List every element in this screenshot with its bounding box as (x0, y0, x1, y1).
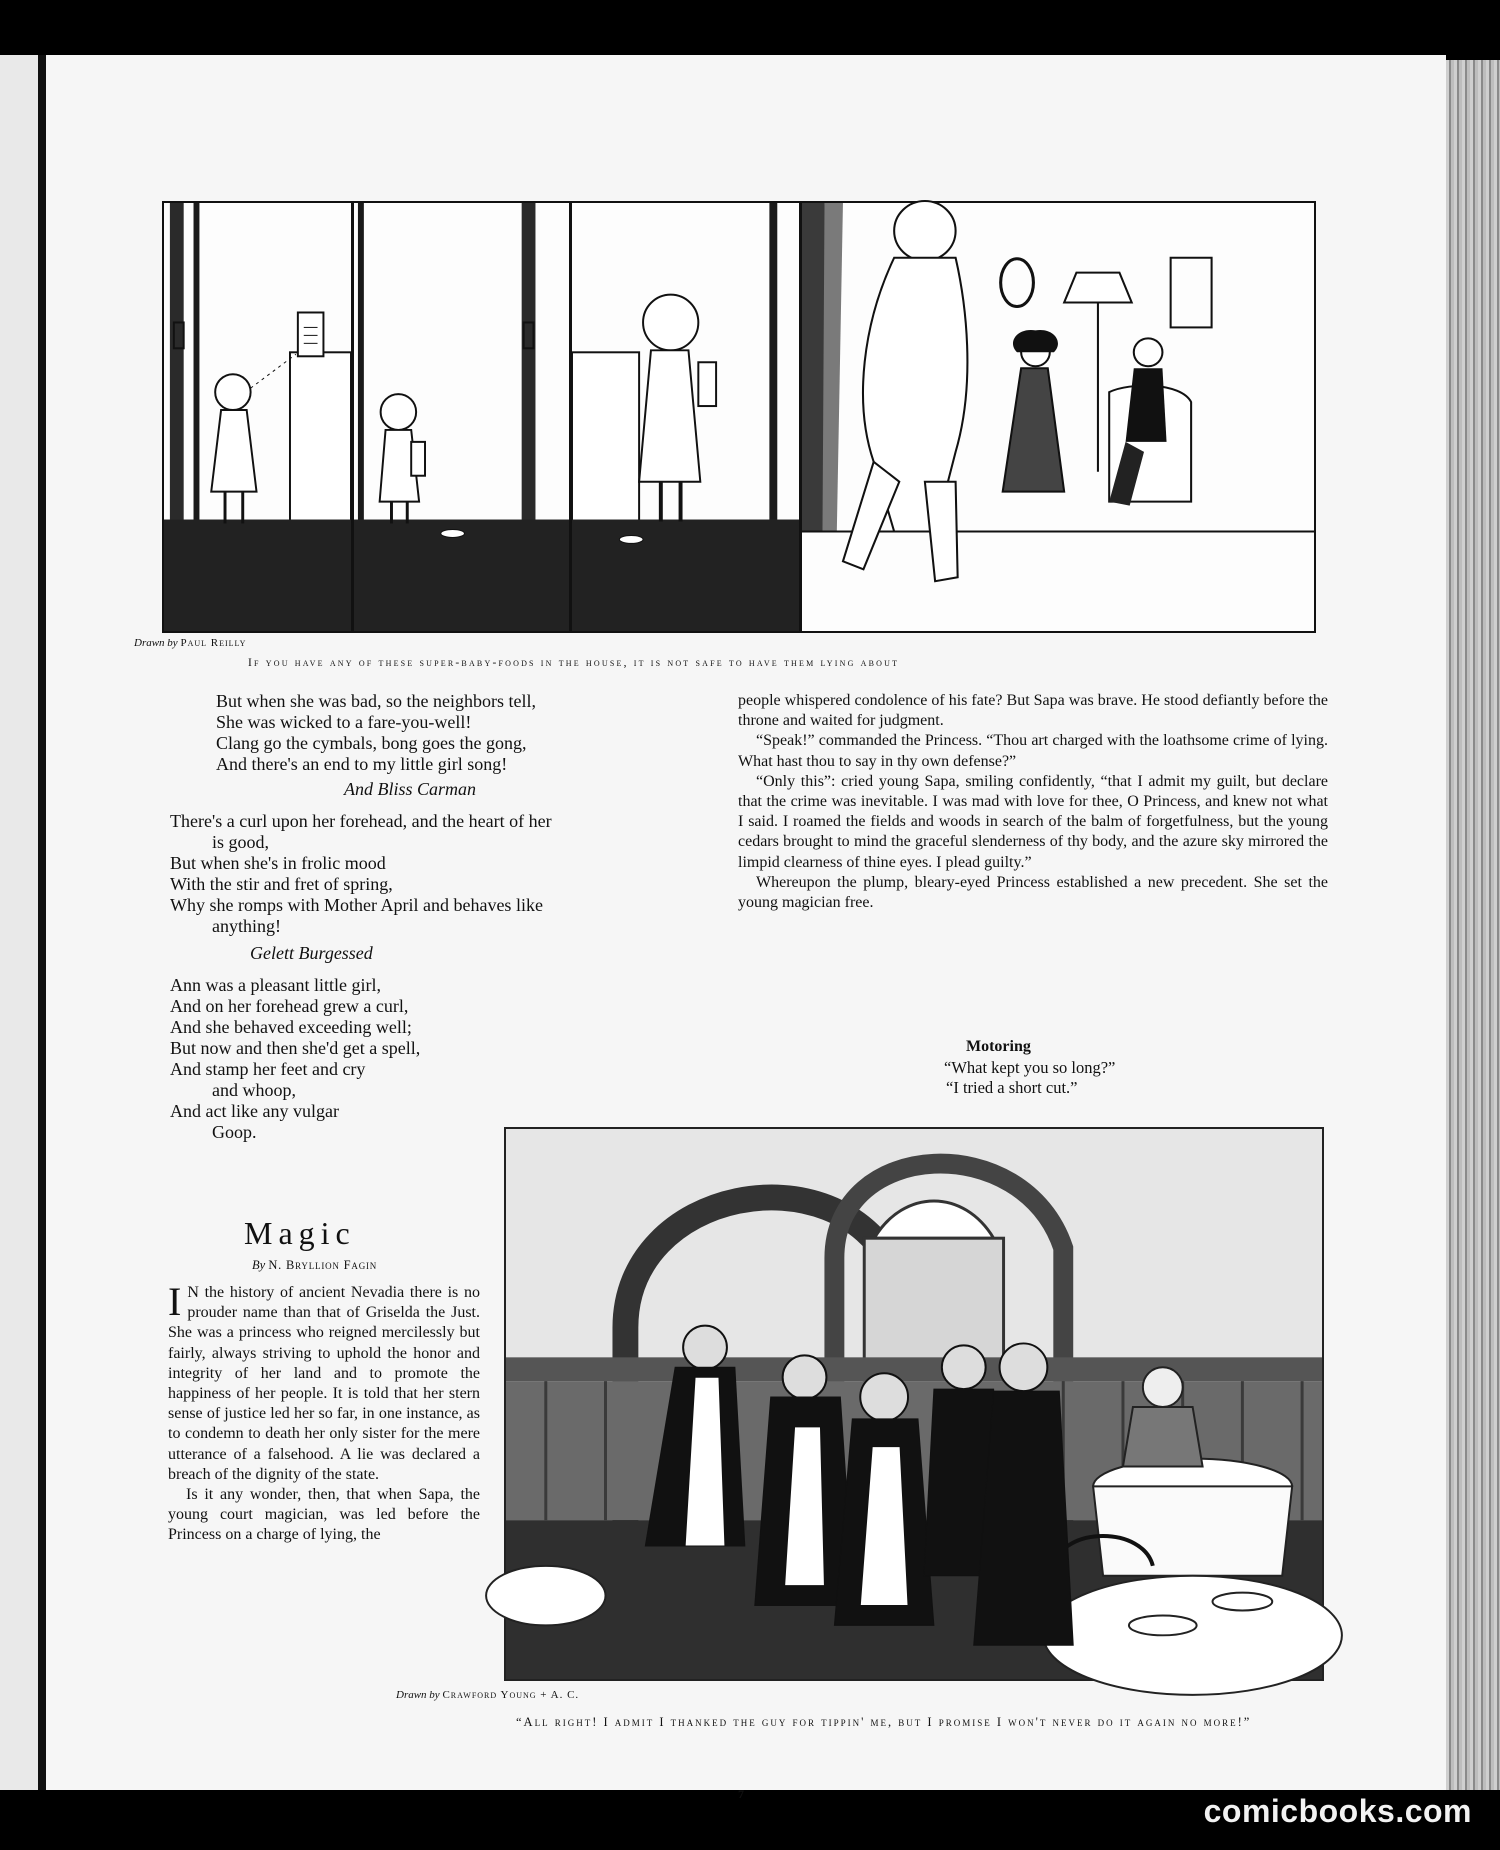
poem-line: Why she romps with Mother April and behaves like (170, 895, 543, 915)
byline-author: N. Bryllion Fagin (268, 1258, 378, 1272)
strip-credit (134, 637, 246, 649)
poem-line: Clang go the cymbals, bong goes the gong, (216, 733, 527, 753)
poem-line: But when she's in frolic mood (170, 853, 386, 873)
comic-panel-2 (354, 203, 572, 631)
prose-paragraph: people whispered condolence of his fate? But Sapa was brave. He stood defiantly before the throne and waited for judgment. (738, 692, 1328, 730)
magic-byline (252, 1258, 377, 1273)
poem-untitled (216, 691, 536, 775)
illustration-credit-name: Crawford Young + A. C. (442, 1689, 580, 1701)
poem-line: Goop. (212, 1122, 257, 1142)
poem-line: Ann was a pleasant little girl, (170, 975, 381, 995)
comic-panel-3 (572, 203, 802, 631)
strip-credit-prefix: Drawn by (134, 637, 178, 649)
prose-paragraph: Whereupon the plump, bleary-eyed Princess established a new precedent. She set the young magician free. (738, 873, 1328, 912)
illustration-credit-prefix: Drawn by (396, 1689, 440, 1701)
poem-line: And she behaved exceeding well; (170, 1017, 412, 1037)
illustration-credit (396, 1689, 579, 1701)
byline-prefix: By (252, 1258, 266, 1272)
baby-looking-at-jar-drawing (164, 203, 351, 631)
strip-caption: If you have any of these super-baby-foods in the house, it is not safe to have them lying about (248, 657, 900, 669)
comic-strip (162, 201, 1316, 633)
prose-paragraph: “Speak!” commanded the Princess. “Thou art charged with the loathsome crime of lying. What hast thou to say in thy own defense?” (738, 732, 1328, 770)
magic-continued-column (738, 691, 1328, 913)
poem-line: She was wicked to a fare-you-well! (216, 712, 472, 732)
magic-first-paragraph-text: N the history of ancient Nevadia there is no prouder name than that of Griselda the Just. She was a princess who reigned mercilessly but fairly, always striving to uphold the honor and integrity of her land and to promote the happiness of her people. It is told that her stern sense of justice led her so far, in one instance, as to condemn to death her only sister for the mere utterance of a falsehood. A lie was declared a breach of the dignity of the state. (168, 1284, 480, 1483)
binding-gutter (38, 55, 46, 1790)
motoring-line-2: “I tried a short cut.” (946, 1078, 1078, 1097)
larger-baby-drawing (572, 203, 799, 631)
poem-line: But when she was bad, so the neighbors tell, (216, 691, 536, 711)
illustration-caption: “All right! I admit I thanked the guy for tippin' me, but I promise I won't never do it again no more!” (516, 1715, 1252, 1729)
poem-line: And there's an end to my little girl song! (216, 754, 508, 774)
comic-panel-1 (164, 203, 354, 631)
poem-line: But now and then she'd get a spell, (170, 1038, 421, 1058)
drop-cap: I (168, 1279, 182, 1324)
watermark-logo: comicbooks.com (1203, 1793, 1472, 1829)
prose-paragraph: “Only this”: cried young Sapa, smiling confidently, “that I admit my guilt, but declare that the crime was inevitable. I was mad with love for thee, O Princess, and knew not what I said. I roamed the fields and woods in search of the balm of forgetfulness, but the young cedars brought to mind the graceful slenderness of thy body, and the azure sky mirrored the limpid clearness of thine eyes. I plead guilty.” (738, 772, 1328, 871)
magic-first-paragraph (168, 1279, 480, 1485)
magic-second-paragraph: Is it any wonder, then, that when Sapa, the young court magician, was led before the Princess on a charge of lying, the (168, 1486, 480, 1544)
page-stack-edges (1446, 60, 1500, 1790)
poem-gelett-burgessed (170, 975, 420, 1143)
poem-line: anything! (212, 916, 281, 936)
poem-bliss-carman (170, 811, 552, 937)
page-number: 7 (738, 1787, 744, 1801)
poem-line: With the stir and fret of spring, (170, 874, 393, 894)
baby-holding-jar-drawing (354, 203, 569, 631)
motoring-joke (944, 1058, 1115, 1098)
poem-line: There's a curl upon her forehead, and the heart of her (170, 811, 552, 831)
facing-page-edge (0, 55, 38, 1790)
magic-article-column (168, 1279, 480, 1546)
strip-credit-name: Paul Reilly (180, 637, 247, 649)
magazine-page (46, 55, 1446, 1801)
magic-title: Magic (244, 1215, 356, 1251)
poem-line: and whoop, (212, 1080, 296, 1100)
motoring-line-1: “What kept you so long?” (944, 1058, 1116, 1077)
poem-title-bliss-carman: And Bliss Carman (344, 779, 477, 799)
poem-title-gelett-burgessed: Gelett Burgessed (250, 943, 373, 963)
poem-line: And act like any vulgar (170, 1101, 339, 1121)
comic-panel-4 (802, 203, 1314, 631)
restaurant-illustration (504, 1127, 1324, 1681)
poem-line: is good, (212, 832, 270, 852)
poem-line: And on her forehead grew a curl, (170, 996, 409, 1016)
giant-baby-in-parlor-drawing (802, 203, 1314, 631)
motoring-title: Motoring (966, 1038, 1031, 1055)
poem-line: And stamp her feet and cry (170, 1059, 366, 1079)
waiters-arguing-drawing (506, 1129, 1322, 1679)
